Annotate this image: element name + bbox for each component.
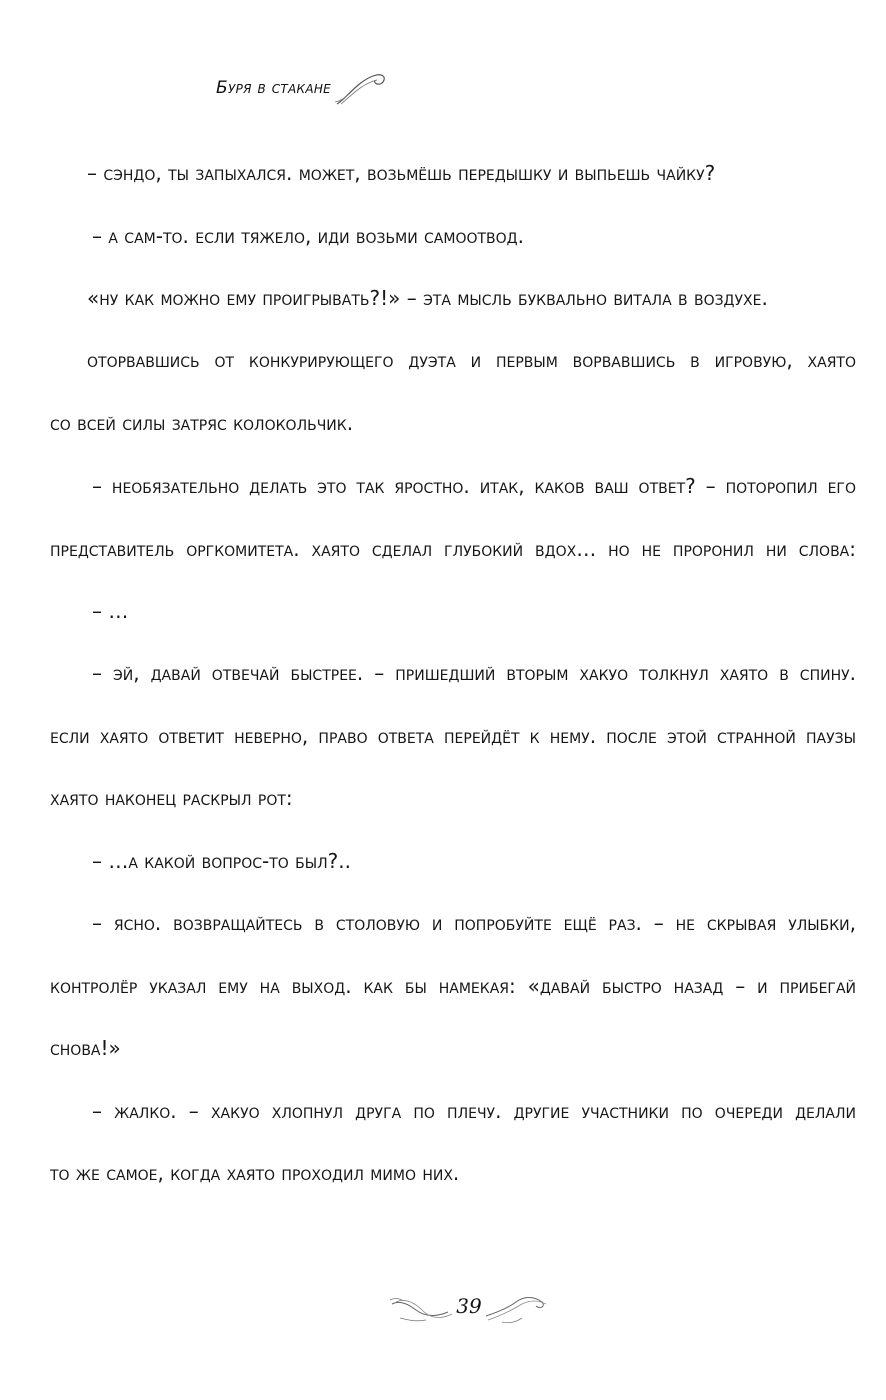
text-line: то же самое, когда хаято проходил мимо них. <box>50 1161 460 1185</box>
text-line: – сэндо, ты запыхался. может, возьмёшь передышку и выпьешь чайку? <box>87 161 716 185</box>
text-line: снова!» <box>50 1036 121 1060</box>
text-line: контролёр указал ему на выход. как бы намекая: «давай быстро назад – и прибегай <box>50 974 856 998</box>
text-line: «ну как можно ему проигрывать?!» – эта мысль буквально витала в воздухе. <box>87 286 768 310</box>
text-line: хаято наконец раскрыл рот: <box>50 786 293 810</box>
text-line: – необязательно делать это так яростно. итак, каков ваш ответ? – поторопил его <box>92 474 856 498</box>
ornament-right-icon <box>482 1290 552 1330</box>
ornament-left-icon <box>386 1290 456 1330</box>
text-line: со всей силы затряс колокольчик. <box>50 411 354 435</box>
text-line: – … <box>92 599 129 623</box>
text-line: представитель оргкомитета. хаято сделал глубокий вдох… но не проронил ни слова: <box>50 537 856 561</box>
text-line: – а сам-то. если тяжело, иди возьми самоотвод. <box>92 224 524 248</box>
text-line: оторвавшись от конкурирующего дуэта и первым ворвавшись в игровую, хаято <box>87 348 856 372</box>
text-line: – …а какой вопрос-то был?.. <box>92 849 351 873</box>
running-head <box>216 68 389 108</box>
page-number: 39 <box>456 1294 482 1318</box>
text-line: если хаято ответит неверно, право ответа перейдёт к нему. после этой странной паузы <box>50 724 856 748</box>
text-line: – ясно. возвращайтесь в столовую и попробуйте ещё раз. – не скрывая улыбки, <box>92 911 856 935</box>
ornament-swash-icon <box>333 68 389 108</box>
text-line: – жалко. – хакуо хлопнул друга по плечу. другие участники по очереди делали <box>92 1099 856 1123</box>
text-line: – эй, давай отвечай быстрее. – пришедший вторым хакуо толкнул хаято в спину. <box>92 661 856 685</box>
folio <box>386 1290 552 1330</box>
running-head-title: Буря в стакане <box>216 78 332 98</box>
